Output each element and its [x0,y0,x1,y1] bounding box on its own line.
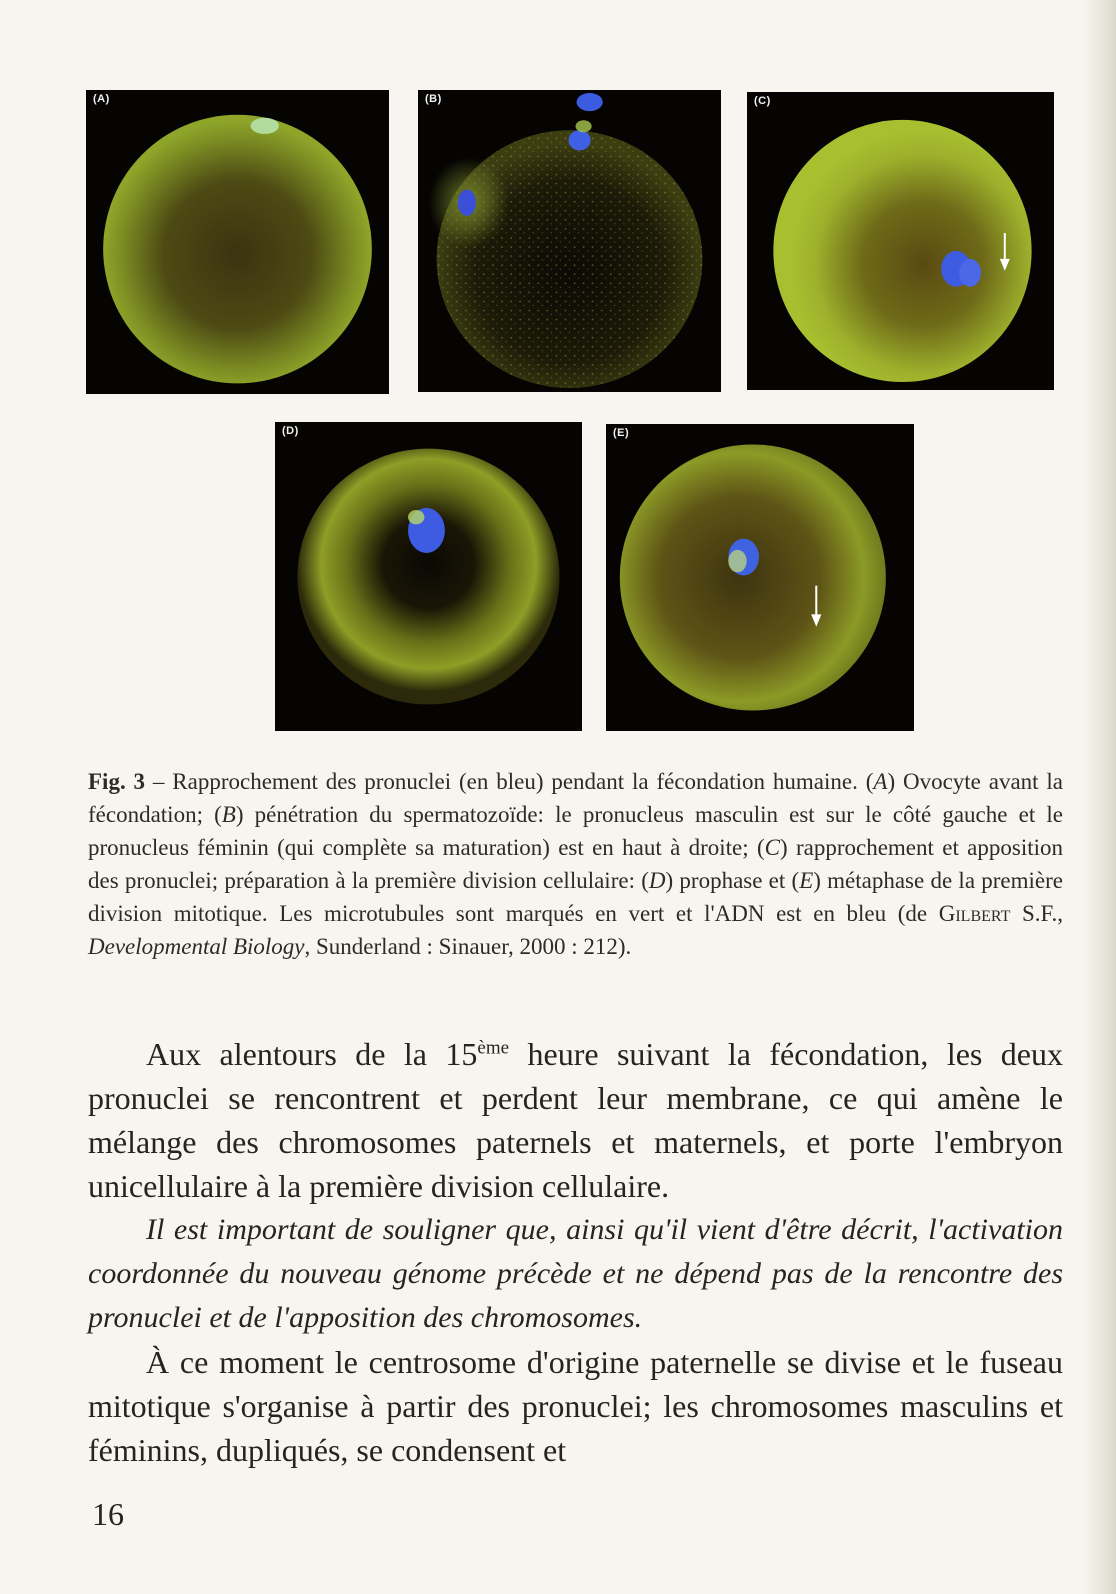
oocyte-image-b [418,90,721,392]
caption-figure-number: Fig. 3 [88,769,146,794]
oocyte-image-a [86,90,389,394]
caption-text: S.F., [1010,901,1063,926]
caption-ref-e: E [799,868,814,893]
ordinal-superscript: ème [477,1037,510,1059]
paragraph-text: heure suivant la fécondation, les deux pronuclei se rencontrent et perdent leur membrane, ce qui amène le mélange des chromosomes paternels et maternels, et porte l'embryon unicellulaire à la première division cellulaire. [88,1036,1064,1204]
paragraph-text: Aux alentours de la 15 [146,1036,478,1072]
caption-author: Gilbert [938,901,1011,926]
caption-ref-b: B [221,802,236,827]
page-number: 16 [92,1496,124,1532]
caption-text: ) Ovocyte avant la fécondation; ( [88,769,1064,827]
caption-text: ) rapprochement et apposition des pronuclei; préparation à la première division cellulaire: ( [88,835,1063,893]
figure-caption [88,765,1063,963]
figure-panel-d [275,422,582,731]
figure-panel-b [418,90,721,392]
figure-panel-c [747,92,1054,390]
caption-ref-c: C [764,835,780,860]
panel-label-d: (D) [282,425,299,437]
page-edge-shadow [1082,0,1116,1594]
caption-book-title: Developmental Biology [88,934,305,959]
caption-text: – Rapprochement des pronuclei (en bleu) pendant la fécondation humaine. ( [145,769,874,794]
figure-panel-a [86,90,389,394]
caption-text: ) prophase et ( [665,868,800,893]
caption-text: ) pénétration du spermatozoïde: le pronucleus masculin est sur le côté gauche et le pronucleus féminin (qui complète sa maturation) est en haut à droite; ( [88,802,1063,860]
caption-ref-d: D [648,868,666,893]
panel-label-a: (A) [93,93,110,105]
figure-panel-e [606,424,914,731]
caption-ref-a: A [873,769,888,794]
oocyte-image-d [275,422,582,731]
caption-text: , Sunderland : Sinauer, 2000 : 212). [304,934,632,959]
caption-text: ) métaphase de la première division mitotique. Les microtubules sont marqués en vert et l'ADN est en bleu (de [88,868,1063,926]
oocyte-image-e [606,424,914,731]
body-paragraph-2-italic: Il est important de souligner que, ainsi qu'il vient d'être décrit, l'activation coordonnée du nouveau génome précède et ne dépend pas de la rencontre des pronuclei et de l'apposition des chromosomes. [88,1213,1063,1334]
body-paragraph-1 [88,1032,1063,1208]
panel-label-b: (B) [425,93,442,105]
oocyte-image-c [747,92,1054,390]
body-paragraph-3: À ce moment le centrosome d'origine paternelle se divise et le fuseau mitotique s'organise à partir des pronuclei; les chromosomes masculins et féminins, dupliqués, se condensent et [88,1344,1063,1468]
panel-label-e: (E) [613,427,630,439]
panel-label-c: (C) [754,95,771,107]
